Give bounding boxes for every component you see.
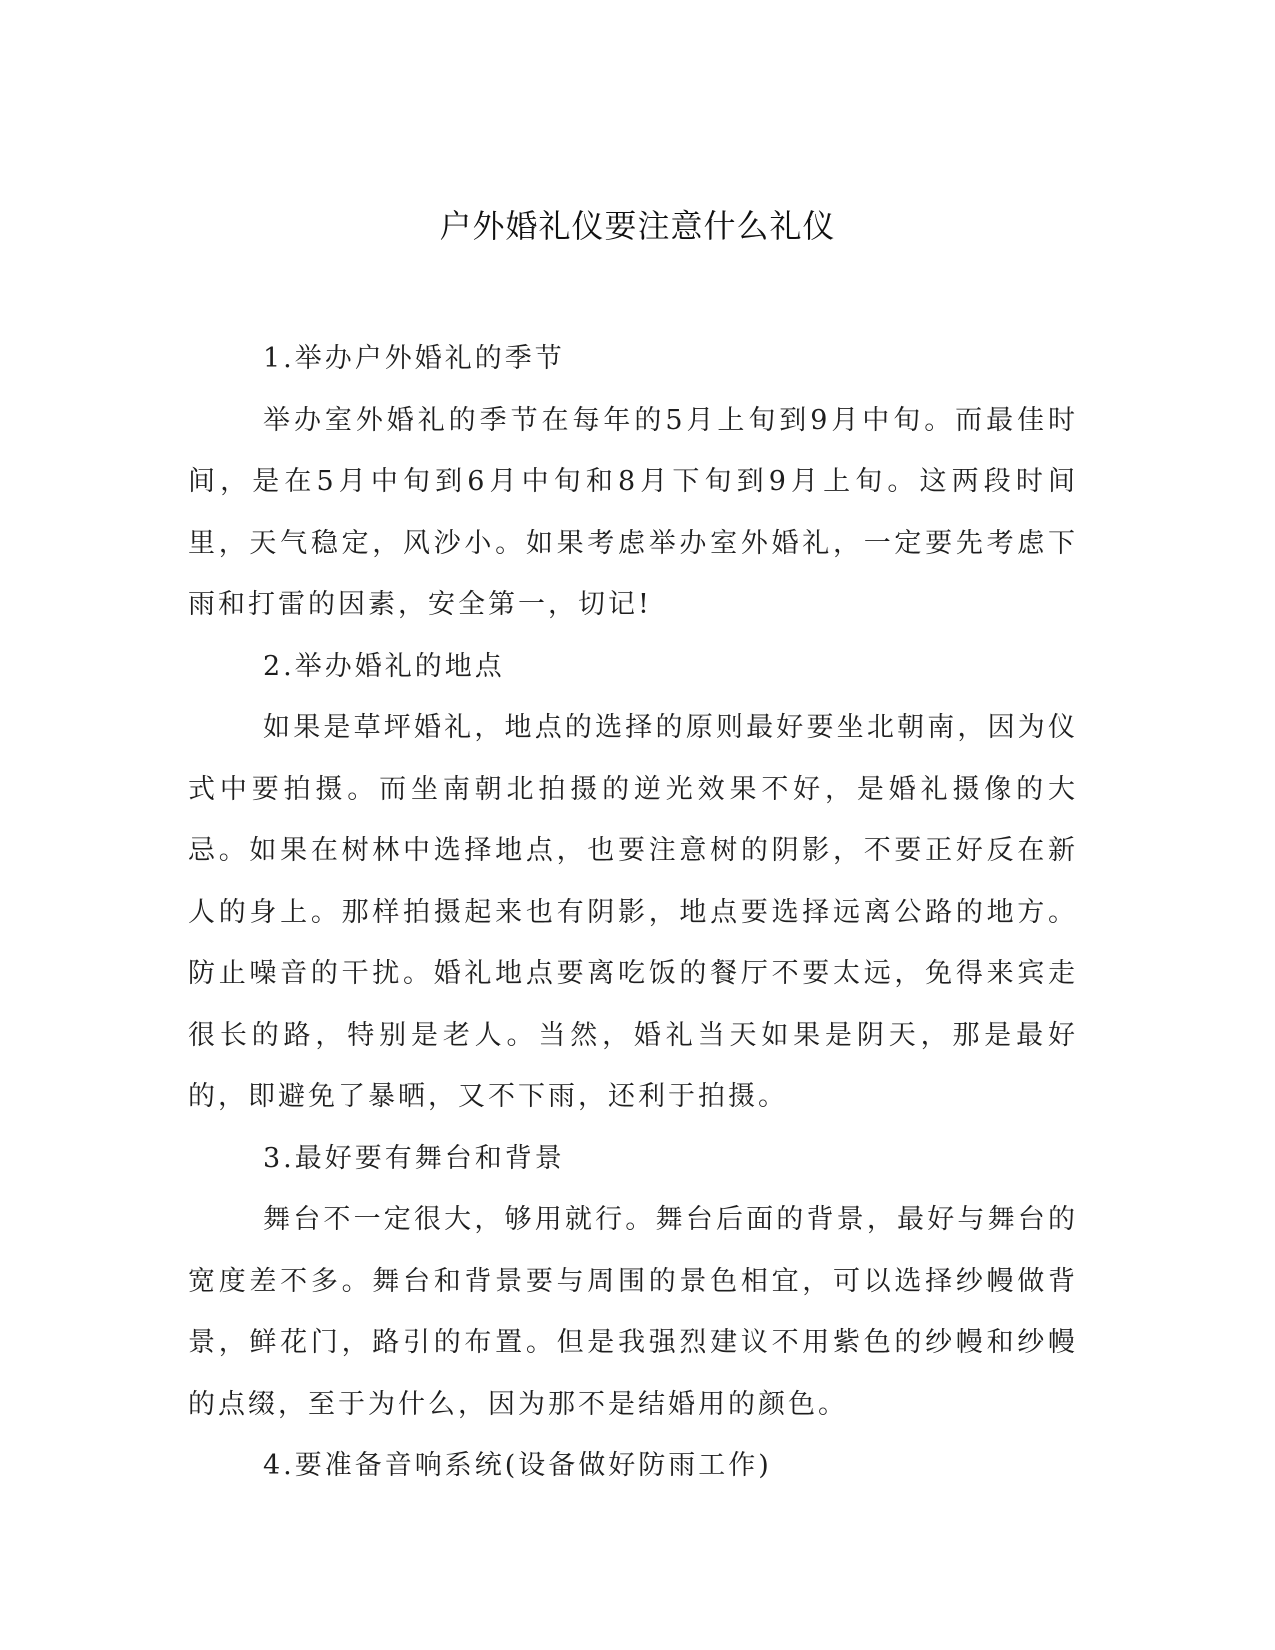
section-heading-audio: 4.要准备音响系统(设备做好防雨工作) xyxy=(263,1450,772,1481)
section-heading-location: 2.举办婚礼的地点 xyxy=(263,650,505,682)
paragraph-season: 举办室外婚礼的季节在每年的5月上旬到9月中旬。而最佳时间，是在5月中旬到6月中旬和8月下旬到9月上旬。这两段时间里，天气稳定，风沙小。如果考虑举办室外婚礼，一定要先考虑下雨和打雷的因素，安全第一，切记! xyxy=(188,404,1078,620)
section-heading-stage: 3.最好要有舞台和背景 xyxy=(263,1142,565,1174)
document-title: 户外婚礼仪要注意什么礼仪 xyxy=(439,207,836,245)
paragraph-location: 如果是草坪婚礼，地点的选择的原则最好要坐北朝南，因为仪式中要拍摄。而坐南朝北拍摄的逆光效果不好，是婚礼摄像的大忌。如果在树林中选择地点，也要注意树的阴影，不要正好反在新人的身上。那样拍摄起来也有阴影，地点要选择远离公路的地方。防止噪音的干扰。婚礼地点要离吃饭的餐厅不要太远，免得来宾走很长的路，特别是老人。当然，婚礼当天如果是阴天，那是最好的，即避免了暴晒，又不下雨，还利于拍摄。 xyxy=(188,712,1078,1112)
paragraph-stage: 舞台不一定很大，够用就行。舞台后面的背景，最好与舞台的宽度差不多。舞台和背景要与周围的景色相宜，可以选择纱幔做背景，鲜花门，路引的布置。但是我强烈建议不用紫色的纱幔和纱幔的点缀，至于为什么，因为那不是结婚用的颜色。 xyxy=(188,1204,1078,1420)
document-body xyxy=(188,328,1078,1497)
section-heading-season: 1.举办户外婚礼的季节 xyxy=(263,343,565,374)
